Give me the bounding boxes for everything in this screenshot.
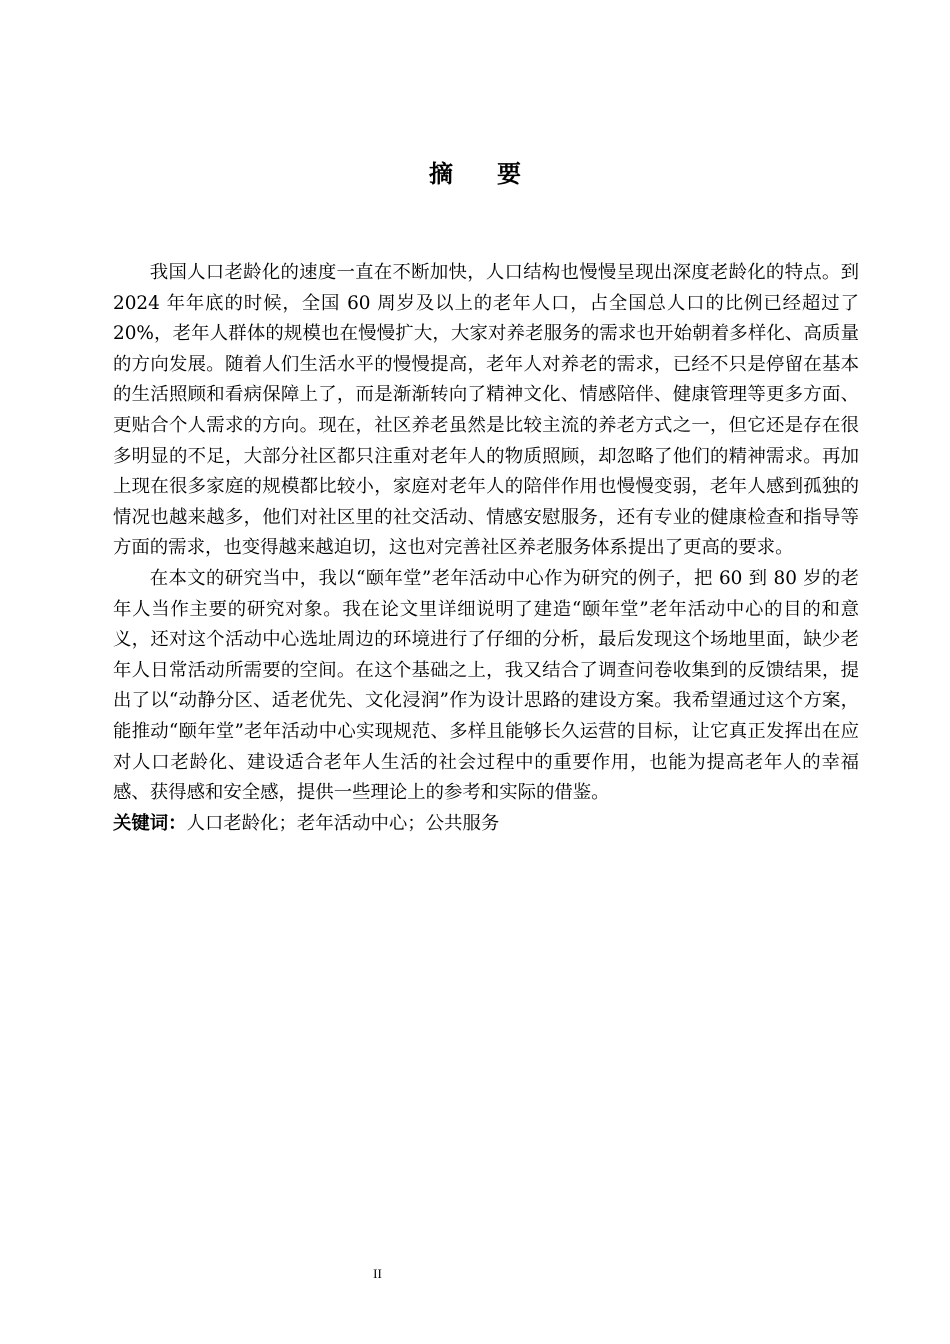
keywords-label: 关键词：: [113, 812, 187, 834]
abstract-paragraph-2: 在本文的研究当中，我以“颐年堂”老年活动中心作为研究的例子，把 60 到 80 岁的老年人当作主要的研究对象。我在论文里详细说明了建造“颐年堂”老年活动中心的目的和意义，还对这个活动中心选址周边的环境进行了仔细的分析，最后发现这个场地里面，缺少老年人日常活动所需要的空间。在这个基础之上，我又结合了调查问卷收集到的反馈结果，提出了以“动静分区、适老优先、文化浸润”作为设计思路的建设方案。我希望通过这个方案，能推动“颐年堂”老年活动中心实现规范、多样且能够长久运营的目标，让它真正发挥出在应对人口老龄化、建设适合老年人生活的社会过程中的重要作用，也能为提高老年人的幸福感、获得感和安全感，提供一些理论上的参考和实际的借鉴。: [113, 567, 859, 804]
keywords-text: 人口老龄化；老年活动中心；公共服务: [186, 812, 500, 834]
abstract-body: [113, 258, 859, 839]
abstract-title: 摘要: [429, 160, 565, 188]
page-number: II: [373, 1266, 382, 1281]
abstract-paragraph-1: 我国人口老龄化的速度一直在不断加快，人口结构也慢慢呈现出深度老龄化的特点。到 2024 年年底的时候，全国 60 周岁及以上的老年人口，占全国总人口的比例已经超过了 20%，老年人群体的规模也在慢慢扩大，大家对养老服务的需求也开始朝着多样化、高质量的方向发展。随着人们生活水平的慢慢提高，老年人对养老的需求，已经不只是停留在基本的生活照顾和看病保障上了，而是渐渐转向了精神文化、情感陪伴、健康管理等更多方面、更贴合个人需求的方向。现在，社区养老虽然是比较主流的养老方式之一，但它还是存在很多明显的不足，大部分社区都只注重对老年人的物质照顾，却忽略了他们的精神需求。再加上现在很多家庭的规模都比较小，家庭对老年人的陪伴作用也慢慢变弱，老年人感到孤独的情况也越来越多，他们对社区里的社交活动、情感安慰服务，还有专业的健康检查和指导等方面的需求，也变得越来越迫切，这也对完善社区养老服务体系提出了更高的要求。: [113, 262, 859, 559]
keywords-line: [113, 809, 859, 840]
